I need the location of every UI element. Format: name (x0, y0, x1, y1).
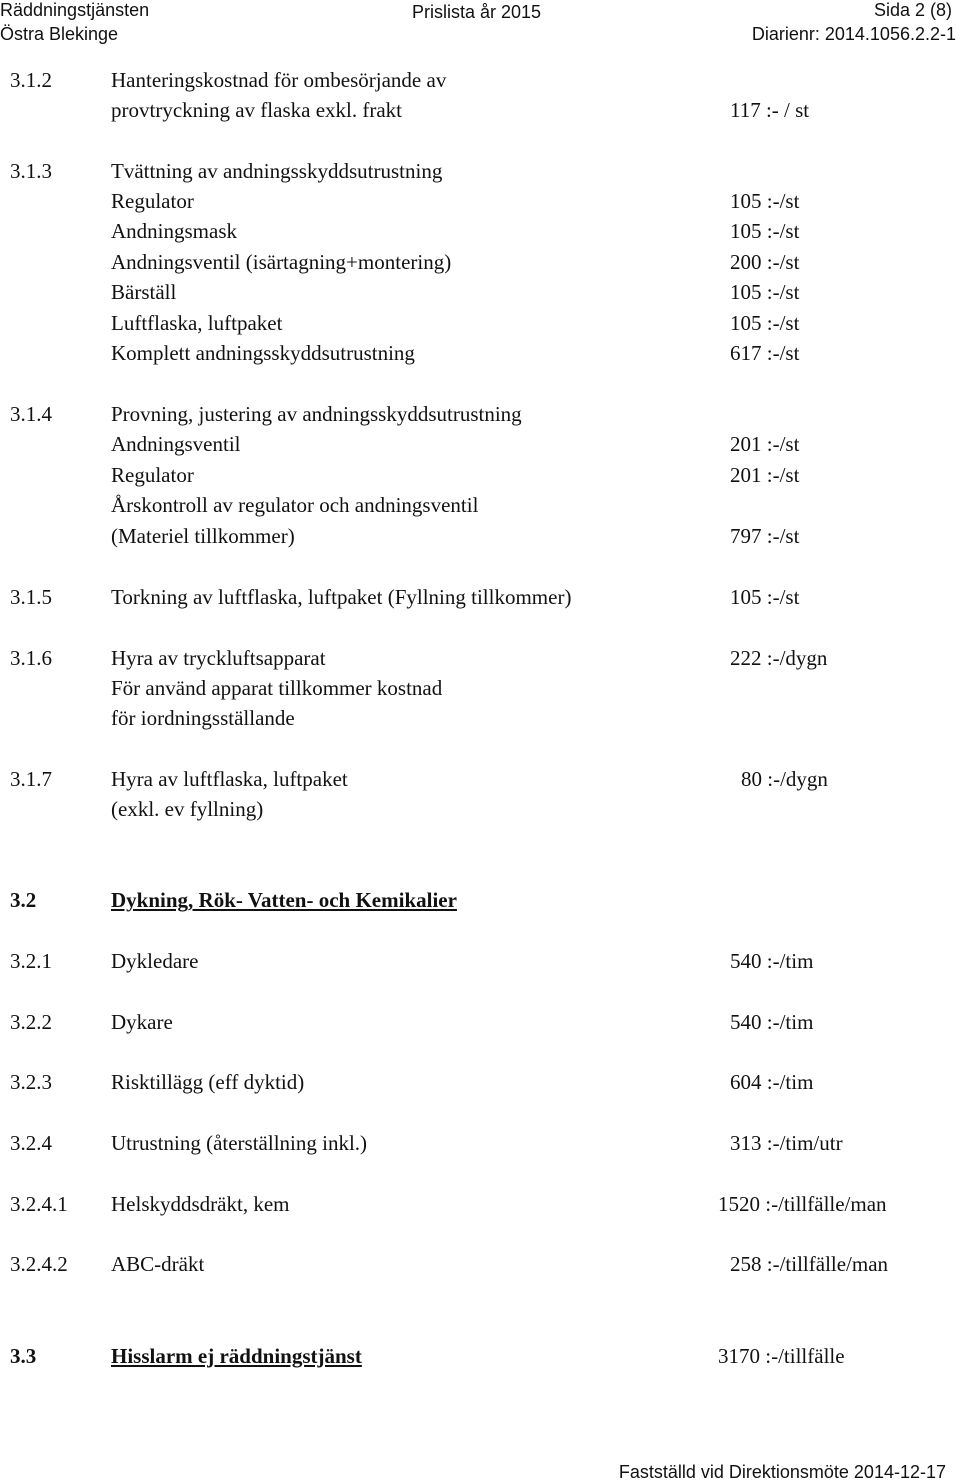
item-price: 617 :-/st (730, 341, 800, 365)
item-price: 313 :-/tim/utr (730, 1131, 843, 1155)
item-price: 1520 :-/tillfälle/man (718, 1192, 887, 1216)
section-title: Hisslarm ej räddningstjänst (111, 1344, 362, 1368)
item-title: Tvättning av andningsskyddsutrustning (111, 159, 443, 183)
item-label: (Materiel tillkommer) (111, 524, 295, 548)
item-label: Bärställ (111, 280, 177, 304)
section-number: 3.3 (10, 1344, 37, 1368)
org-name-line1: Räddningstjänsten (0, 0, 150, 20)
item-label: Risktillägg (eff dyktid) (111, 1070, 305, 1094)
item-label: Dykledare (111, 949, 199, 973)
item-note: För använd apparat tillkommer kostnad (111, 676, 443, 700)
item-price: 200 :-/st (730, 250, 800, 274)
item-label: Hyra av tryckluftsapparat (111, 646, 326, 670)
item-label: Andningsventil (111, 432, 241, 456)
item-label: Utrustning (återställning inkl.) (111, 1131, 368, 1155)
item-price: 604 :-/tim (730, 1070, 814, 1094)
item-price: 105 :-/st (730, 219, 800, 243)
item-price: 105 :-/st (730, 585, 800, 609)
document-title: Prislista år 2015 (412, 2, 542, 22)
section-title: Dykning, Rök- Vatten- och Kemikalier (111, 888, 457, 912)
item-number: 3.1.2 (10, 68, 52, 92)
item-label: Andningsventil (isärtagning+montering) (111, 250, 452, 274)
item-price: 105 :-/st (730, 280, 800, 304)
item-price: 117 :- / st (730, 98, 810, 122)
page-number: Sida 2 (8) (873, 0, 952, 20)
item-label: Dykare (111, 1010, 173, 1034)
item-price: 222 :-/dygn (730, 646, 828, 670)
item-price: 540 :-/tim (730, 949, 814, 973)
item-number: 3.2.2 (10, 1010, 52, 1034)
item-number: 3.1.7 (10, 767, 52, 791)
section-number: 3.2 (10, 888, 37, 912)
item-note: (exkl. ev fyllning) (111, 797, 264, 821)
item-number: 3.1.5 (10, 585, 52, 609)
item-label: Årskontroll av regulator och andningsventil (111, 493, 479, 517)
item-label: Hanteringskostnad för ombesörjande av (111, 68, 447, 92)
item-label: Andningsmask (111, 219, 237, 243)
item-price: 797 :-/st (730, 524, 800, 548)
item-label: Helskyddsdräkt, kem (111, 1192, 290, 1216)
item-number: 3.2.3 (10, 1070, 52, 1094)
item-label: Hyra av luftflaska, luftpaket (111, 767, 348, 791)
item-label: Regulator (111, 189, 194, 213)
item-number: 3.2.4 (10, 1131, 52, 1155)
diarienr: Diarienr: 2014.1056.2.2-1 (751, 24, 956, 44)
item-label: Komplett andningsskyddsutrustning (111, 341, 415, 365)
item-number: 3.1.4 (10, 402, 52, 426)
item-label-line2: provtryckning av flaska exkl. frakt (111, 98, 402, 122)
footer-approval-note: Fastställd vid Direktionsmöte 2014-12-17 (618, 1462, 946, 1482)
item-note: för iordningsställande (111, 706, 295, 730)
item-label: Luftflaska, luftpaket (111, 311, 283, 335)
item-price: 201 :-/st (730, 463, 800, 487)
item-title: Provning, justering av andningsskyddsutrustning (111, 402, 522, 426)
item-price: 540 :-/tim (730, 1010, 814, 1034)
item-number: 3.1.3 (10, 159, 52, 183)
item-price: 80 :-/dygn (741, 767, 828, 791)
item-number: 3.1.6 (10, 646, 52, 670)
item-number: 3.2.4.2 (10, 1252, 68, 1276)
item-label: Regulator (111, 463, 194, 487)
item-number: 3.2.1 (10, 949, 52, 973)
item-price: 105 :-/st (730, 189, 800, 213)
item-number: 3.2.4.1 (10, 1192, 68, 1216)
item-price: 258 :-/tillfälle/man (730, 1252, 889, 1276)
item-price: 3170 :-/tillfälle (718, 1344, 845, 1368)
item-label: ABC-dräkt (111, 1252, 205, 1276)
item-price: 105 :-/st (730, 311, 800, 335)
org-name-line2: Östra Blekinge (0, 24, 119, 44)
item-price: 201 :-/st (730, 432, 800, 456)
item-label: Torkning av luftflaska, luftpaket (Fyllning tillkommer) (111, 585, 572, 609)
